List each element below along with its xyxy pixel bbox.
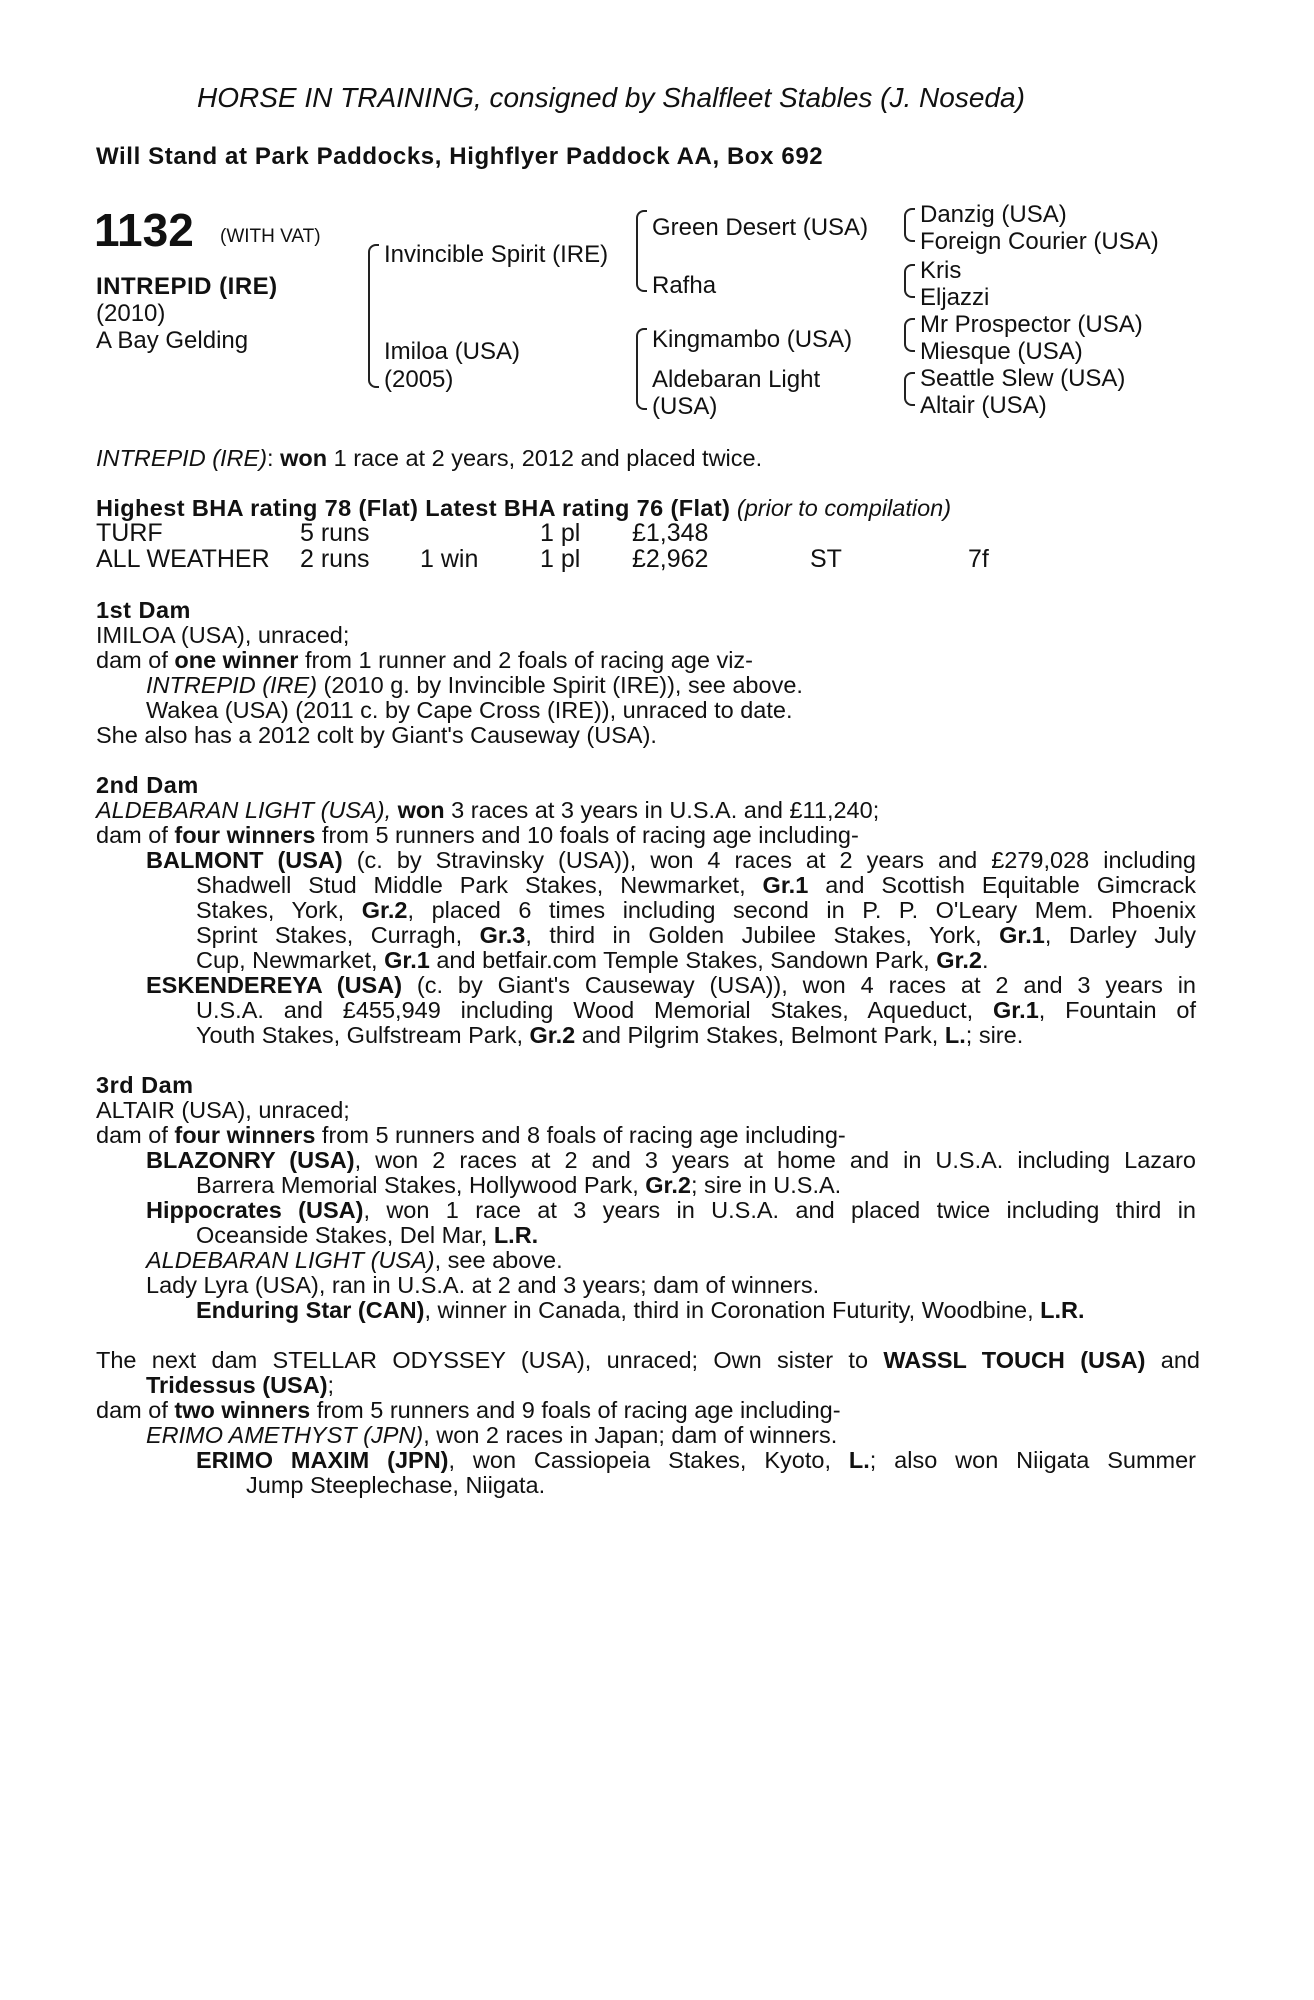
record-prize: £2,962: [632, 545, 709, 573]
text: from 1 runner and 2 foals of racing age viz-: [298, 647, 753, 673]
text: (c. by Stravinsky (USA)), won 4 races at 2 years and £279,028 including: [342, 847, 1196, 873]
rating-note: (prior to compilation): [736, 495, 952, 521]
text: and betfair.com Temple Stakes, Sandown Park,: [429, 947, 937, 973]
lot-number: 1132: [94, 204, 194, 256]
listed: L.: [944, 1022, 966, 1048]
pedigree-gg-3: Kris: [920, 257, 962, 284]
vat-label: (WITH VAT): [220, 226, 321, 247]
text: U.S.A. and £455,949 including Wood Memorial Stakes, Aqueduct,: [196, 997, 994, 1023]
winners-count: four winners: [174, 1122, 316, 1148]
grade: Gr.1: [999, 922, 1045, 948]
text: Stakes, York,: [196, 897, 362, 923]
record-runs: 5 runs: [300, 519, 370, 547]
second-dam-line: [96, 798, 879, 823]
third-dam-heading: 3rd Dam: [96, 1072, 194, 1098]
record-prize: £1,348: [632, 519, 709, 547]
next-dam-line-1: [96, 1348, 1200, 1373]
hippocrates-line-2: [196, 1223, 538, 1248]
pedigree-bracket-g78: [904, 372, 915, 406]
text: from 5 runners and 10 foals of racing age including-: [315, 822, 859, 848]
text: .: [981, 947, 989, 973]
erimo-maxim-line-1: [196, 1448, 1196, 1473]
summary-colon: :: [267, 445, 274, 471]
pedigree-bracket-sire: [636, 210, 647, 292]
text: , Fountain of: [1038, 997, 1197, 1023]
lady-lyra-line: Lady Lyra (USA), ran in U.S.A. at 2 and 3 years; dam of winners.: [146, 1272, 820, 1298]
horse-name: ERIMO MAXIM (JPN): [196, 1447, 449, 1473]
foal-details: (2010 g. by Invincible Spirit (IRE)), see above.: [317, 672, 803, 698]
text: , see above.: [434, 1247, 563, 1273]
text: ; sire in U.S.A.: [691, 1172, 842, 1198]
text: Youth Stakes, Gulfstream Park,: [196, 1022, 530, 1048]
next-dam-line-2: [146, 1373, 334, 1398]
pedigree-gg-4: Eljazzi: [920, 284, 990, 311]
pedigree-gg-1: Danzig (USA): [920, 201, 1067, 228]
text: , won Cassiopeia Stakes, Kyoto,: [448, 1447, 849, 1473]
grade: Gr.2: [529, 1022, 576, 1048]
pedigree-dam-dam-country: (USA): [652, 393, 718, 420]
erimo-amethyst-line: [146, 1423, 837, 1448]
horse-name: BALMONT (USA): [146, 847, 343, 873]
eskendereya-line-3: [196, 1023, 1023, 1048]
won: won: [397, 797, 445, 823]
first-dam-note: She also has a 2012 colt by Giant's Causeway (USA).: [96, 722, 657, 748]
text: , won 2 races at 2 and 3 years at home and in U.S.A. including Lazaro: [354, 1147, 1197, 1173]
first-dam-heading: 1st Dam: [96, 597, 191, 623]
text: The next dam STELLAR ODYSSEY (USA), unraced; Own sister to: [96, 1347, 884, 1373]
text: ;: [327, 1372, 335, 1398]
horse-name: INTREPID (IRE): [96, 273, 278, 300]
race-summary: [96, 446, 762, 471]
pedigree-gg-2: Foreign Courier (USA): [920, 228, 1159, 255]
balmont-line-2: [196, 873, 1196, 898]
summary-rest: 1 race at 2 years, 2012 and placed twice.: [327, 445, 763, 471]
balmont-line-4: [196, 923, 1196, 948]
horse-year: (2010): [96, 300, 166, 327]
balmont-line-1: [146, 848, 1196, 873]
text: and: [1145, 1347, 1200, 1373]
text: from 5 runners and 9 foals of racing age including-: [310, 1397, 841, 1423]
text: , won 2 races in Japan; dam of winners.: [423, 1422, 838, 1448]
horse-name: ESKENDEREYA (USA): [146, 972, 403, 998]
text: 3 races at 3 years in U.S.A. and £11,240;: [444, 797, 880, 823]
winners-count: four winners: [174, 822, 316, 848]
pedigree-gg-8: Altair (USA): [920, 392, 1047, 419]
pedigree-gg-6: Miesque (USA): [920, 338, 1083, 365]
text: dam of: [96, 1397, 175, 1423]
grade: Gr.2: [645, 1172, 691, 1198]
horse-name: Hippocrates (USA): [146, 1197, 364, 1223]
pedigree-bracket-dam: [636, 328, 647, 410]
listed: L.R.: [1040, 1297, 1085, 1323]
text: Shadwell Stud Middle Park Stakes, Newmarket,: [196, 872, 763, 898]
pedigree-sire-sire: Green Desert (USA): [652, 214, 869, 241]
pedigree-bracket-g56: [904, 318, 915, 352]
pedigree-sire: Invincible Spirit (IRE): [384, 241, 609, 268]
horse-name: Enduring Star (CAN): [196, 1297, 425, 1323]
hippocrates-line-1: [146, 1198, 1196, 1223]
horse-name: Tridessus (USA): [146, 1372, 328, 1398]
record-distance: 7f: [968, 545, 989, 573]
text: ; also won Niigata Summer: [869, 1447, 1196, 1473]
stand-location: Will Stand at Park Paddocks, Highflyer Paddock AA, Box 692: [96, 143, 824, 170]
pedigree-dam: Imiloa (USA): [384, 338, 521, 365]
pedigree-bracket-g12: [904, 208, 915, 242]
grade: Gr.2: [361, 897, 408, 923]
first-dam-produce: [96, 648, 753, 673]
first-dam-foal-1: [146, 673, 803, 698]
text: ; sire.: [965, 1022, 1024, 1048]
next-dam-produce: [96, 1398, 841, 1423]
text: Cup, Newmarket,: [196, 947, 385, 973]
third-dam-produce: [96, 1123, 846, 1148]
pedigree-dam-sire: Kingmambo (USA): [652, 326, 853, 353]
first-dam-line: IMILOA (USA), unraced;: [96, 622, 350, 648]
pedigree-gg-7: Seattle Slew (USA): [920, 365, 1126, 392]
horse-name: ALDEBARAN LIGHT (USA): [146, 1247, 435, 1273]
page-title: HORSE IN TRAINING, consigned by Shalfleet Stables (J. Noseda): [197, 82, 1025, 113]
record-surface: TURF: [96, 519, 163, 547]
enduring-star-line: [196, 1298, 1085, 1323]
winners-count: two winners: [174, 1397, 311, 1423]
listed: L.R.: [493, 1222, 539, 1248]
record-runs: 2 runs: [300, 545, 370, 573]
text: , placed 6 times including second in P. P. O'Leary Mem. Phoenix: [407, 897, 1196, 923]
text: Oceanside Stakes, Del Mar,: [196, 1222, 494, 1248]
dam-name: ALDEBARAN LIGHT (USA),: [96, 797, 398, 823]
aldebaran-line: [146, 1248, 563, 1273]
pedigree-bracket-g34: [904, 264, 915, 298]
text: dam of: [96, 822, 175, 848]
record-wins: 1 win: [420, 545, 479, 573]
text: , Darley July: [1044, 922, 1197, 948]
horse-description: A Bay Gelding: [96, 327, 249, 354]
pedigree-sire-dam: Rafha: [652, 272, 717, 299]
blazonry-line-1: [146, 1148, 1196, 1173]
pedigree-gg-5: Mr Prospector (USA): [920, 311, 1143, 338]
text: Barrera Memorial Stakes, Hollywood Park,: [196, 1172, 646, 1198]
text: from 5 runners and 8 foals of racing age including-: [315, 1122, 846, 1148]
bha-rating: [96, 496, 951, 521]
text: and Pilgrim Stakes, Belmont Park,: [575, 1022, 945, 1048]
grade: Gr.3: [479, 922, 526, 948]
text: , won 1 race at 3 years in U.S.A. and placed twice including third in: [363, 1197, 1196, 1223]
balmont-line-3: [196, 898, 1196, 923]
record-placed: 1 pl: [540, 519, 581, 547]
horse-name: WASSL TOUCH (USA): [883, 1347, 1146, 1373]
erimo-maxim-line-2: Jump Steeplechase, Niigata.: [246, 1472, 546, 1498]
record-placed: 1 pl: [540, 545, 581, 573]
grade: Gr.2: [936, 947, 982, 973]
summary-horse-name: INTREPID (IRE): [96, 445, 268, 471]
text: (c. by Giant's Causeway (USA)), won 4 races at 2 and 3 years in: [402, 972, 1196, 998]
third-dam-line: ALTAIR (USA), unraced;: [96, 1097, 350, 1123]
balmont-line-5: [196, 948, 988, 973]
text: and Scottish Equitable Gimcrack: [808, 872, 1196, 898]
pedigree-dam-year: (2005): [384, 366, 454, 393]
record-surface: ALL WEATHER: [96, 545, 270, 573]
eskendereya-line-2: [196, 998, 1196, 1023]
text: , winner in Canada, third in Coronation Futurity, Woodbine,: [424, 1297, 1041, 1323]
second-dam-produce: [96, 823, 859, 848]
eskendereya-line-1: [146, 973, 1196, 998]
text: dam of: [96, 1122, 175, 1148]
pedigree-dam-dam: Aldebaran Light: [652, 366, 821, 393]
horse-name: ERIMO AMETHYST (JPN): [146, 1422, 424, 1448]
first-dam-foal-2: Wakea (USA) (2011 c. by Cape Cross (IRE)), unraced to date.: [146, 697, 793, 723]
text: , third in Golden Jubilee Stakes, York,: [525, 922, 1000, 948]
winners-count: one winner: [174, 647, 299, 673]
horse-name: BLAZONRY (USA): [146, 1147, 355, 1173]
foal-name: INTREPID (IRE): [146, 672, 318, 698]
grade: Gr.1: [762, 872, 809, 898]
rating-text: Highest BHA rating 78 (Flat) Latest BHA rating 76 (Flat): [96, 495, 731, 521]
summary-won: won: [280, 445, 328, 471]
grade: Gr.1: [993, 997, 1039, 1023]
record-going: ST: [810, 545, 842, 573]
text: dam of: [96, 647, 175, 673]
listed: L.: [848, 1447, 870, 1473]
text: Sprint Stakes, Curragh,: [196, 922, 480, 948]
second-dam-heading: 2nd Dam: [96, 772, 199, 798]
pedigree-bracket-main: [368, 244, 379, 388]
blazonry-line-2: [196, 1173, 841, 1198]
grade: Gr.1: [384, 947, 430, 973]
